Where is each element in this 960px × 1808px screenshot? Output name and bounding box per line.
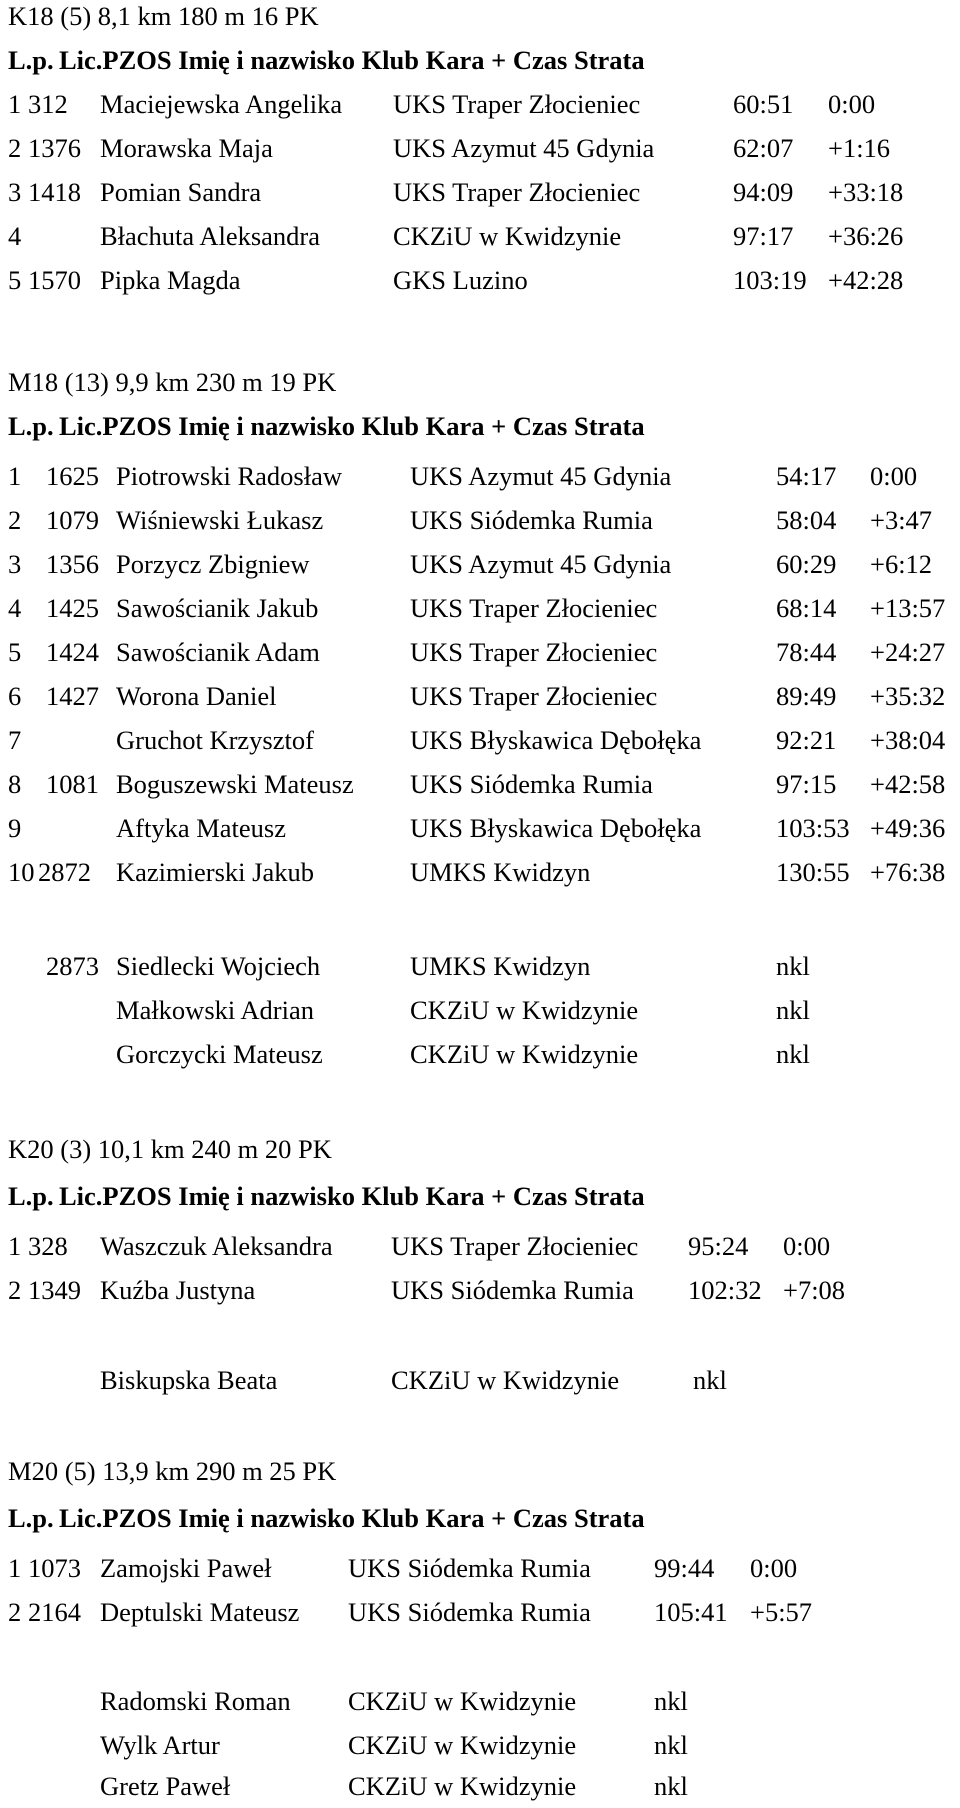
cell-club: UKS Siódemka Rumia <box>410 505 653 535</box>
cell-lp: 1 <box>8 1553 22 1583</box>
cell-club: UKS Traper Złocieniec <box>410 593 658 623</box>
cell-name: Siedlecki Wojciech <box>116 951 321 981</box>
cell-lic: 1349 <box>28 1275 81 1305</box>
category-title: K18 (5) 8,1 km 180 m 16 PK <box>8 1 319 31</box>
cell-time: 54:17 <box>776 461 837 491</box>
cell-club: UMKS Kwidzyn <box>410 857 591 887</box>
cell-name: Wylk Artur <box>100 1730 220 1760</box>
cell-time: 105:41 <box>654 1597 728 1627</box>
cell-time: 92:21 <box>776 725 837 755</box>
cell-name: Małkowski Adrian <box>116 995 314 1025</box>
cell-club: UKS Siódemka Rumia <box>348 1553 591 1583</box>
cell-loss: +13:57 <box>870 593 946 623</box>
cell-lic: 312 <box>28 89 68 119</box>
cell-name: Aftyka Mateusz <box>116 813 286 843</box>
cell-loss: +6:12 <box>870 549 933 579</box>
cell-lic: 1625 <box>46 461 99 491</box>
cell-loss: +35:32 <box>870 681 946 711</box>
cell-club: UKS Siódemka Rumia <box>348 1597 591 1627</box>
cell-loss: +7:08 <box>783 1275 846 1305</box>
cell-name: Porzycz Zbigniew <box>116 549 310 579</box>
header-columns: Lic.PZOS Imię i nazwisko Klub Kara + Czas Strata <box>59 1503 645 1533</box>
cell-time: 60:29 <box>776 549 837 579</box>
cell-lp: 3 <box>8 177 22 207</box>
cell-status: nkl <box>654 1730 688 1760</box>
cell-time: 97:17 <box>733 221 794 251</box>
cell-lp: 5 <box>8 265 22 295</box>
cell-club: CKZiU w Kwidzynie <box>348 1771 577 1801</box>
cell-lp: 10 <box>8 857 35 887</box>
cell-lic: 1356 <box>46 549 99 579</box>
cell-lp: 3 <box>8 549 22 579</box>
cell-lic: 1570 <box>28 265 81 295</box>
cell-lic: 1424 <box>46 637 99 667</box>
cell-club: UKS Azymut 45 Gdynia <box>393 133 655 163</box>
cell-lic: 2872 <box>38 857 91 887</box>
cell-club: CKZiU w Kwidzynie <box>391 1365 620 1395</box>
cell-loss: 0:00 <box>870 461 918 491</box>
cell-lp: 2 <box>8 1597 22 1627</box>
cell-lp: 5 <box>8 637 22 667</box>
cell-name: Błachuta Aleksandra <box>100 221 321 251</box>
cell-name: Worona Daniel <box>116 681 277 711</box>
cell-club: UKS Błyskawica Dębołęka <box>410 725 702 755</box>
cell-club: UKS Traper Złocieniec <box>393 177 641 207</box>
cell-loss: +49:36 <box>870 813 946 843</box>
cell-lp: 1 <box>8 1231 22 1261</box>
cell-club: UKS Traper Złocieniec <box>393 89 641 119</box>
header-columns: Lic.PZOS Imię i nazwisko Klub Kara + Czas Strata <box>59 1181 645 1211</box>
cell-lic: 1081 <box>46 769 99 799</box>
cell-club: UKS Siódemka Rumia <box>391 1275 634 1305</box>
cell-loss: +24:27 <box>870 637 946 667</box>
cell-lp: 6 <box>8 681 22 711</box>
cell-loss: +3:47 <box>870 505 933 535</box>
cell-name: Radomski Roman <box>100 1686 291 1716</box>
cell-lic: 1427 <box>46 681 99 711</box>
cell-club: CKZiU w Kwidzynie <box>348 1730 577 1760</box>
cell-name: Morawska Maja <box>100 133 273 163</box>
cell-time: 89:49 <box>776 681 837 711</box>
cell-time: 99:44 <box>654 1553 715 1583</box>
cell-loss: +5:57 <box>750 1597 813 1627</box>
cell-time: 103:19 <box>733 265 807 295</box>
cell-loss: +76:38 <box>870 857 946 887</box>
cell-status: nkl <box>654 1771 688 1801</box>
cell-time: 102:32 <box>688 1275 762 1305</box>
category-title: M20 (5) 13,9 km 290 m 25 PK <box>8 1456 337 1486</box>
cell-time: 130:55 <box>776 857 850 887</box>
header-lp: L.p. <box>8 1503 54 1533</box>
cell-lic: 1079 <box>46 505 99 535</box>
cell-name: Kuźba Justyna <box>100 1275 256 1305</box>
cell-time: 60:51 <box>733 89 794 119</box>
cell-lp: 1 <box>8 461 22 491</box>
cell-name: Gorczycki Mateusz <box>116 1039 323 1069</box>
cell-lic: 2873 <box>46 951 99 981</box>
cell-lp: 9 <box>8 813 22 843</box>
cell-loss: +36:26 <box>828 221 904 251</box>
cell-loss: +38:04 <box>870 725 946 755</box>
cell-time: 94:09 <box>733 177 794 207</box>
cell-loss: +33:18 <box>828 177 904 207</box>
cell-name: Wiśniewski Łukasz <box>116 505 324 535</box>
cell-lic: 328 <box>28 1231 68 1261</box>
cell-loss: 0:00 <box>828 89 876 119</box>
category-title: K20 (3) 10,1 km 240 m 20 PK <box>8 1134 332 1164</box>
cell-name: Pomian Sandra <box>100 177 262 207</box>
cell-loss: 0:00 <box>750 1553 798 1583</box>
cell-loss: +42:58 <box>870 769 946 799</box>
cell-time: 103:53 <box>776 813 850 843</box>
cell-name: Sawościanik Adam <box>116 637 320 667</box>
cell-lp: 2 <box>8 505 22 535</box>
cell-time: 78:44 <box>776 637 837 667</box>
cell-club: UKS Błyskawica Dębołęka <box>410 813 702 843</box>
cell-status: nkl <box>776 995 810 1025</box>
cell-club: CKZiU w Kwidzynie <box>348 1686 577 1716</box>
cell-loss: 0:00 <box>783 1231 831 1261</box>
header-columns: Lic.PZOS Imię i nazwisko Klub Kara + Czas Strata <box>59 411 645 441</box>
cell-club: UKS Azymut 45 Gdynia <box>410 461 672 491</box>
cell-lic: 2164 <box>28 1597 81 1627</box>
cell-status: nkl <box>693 1365 727 1395</box>
cell-name: Deptulski Mateusz <box>100 1597 300 1627</box>
cell-lp: 4 <box>8 221 22 251</box>
cell-name: Kazimierski Jakub <box>116 857 314 887</box>
cell-lp: 1 <box>8 89 22 119</box>
header-lp: L.p. <box>8 45 54 75</box>
cell-club: CKZiU w Kwidzynie <box>410 995 639 1025</box>
cell-time: 95:24 <box>688 1231 749 1261</box>
cell-club: UKS Traper Złocieniec <box>410 637 658 667</box>
cell-name: Waszczuk Aleksandra <box>100 1231 333 1261</box>
cell-status: nkl <box>776 951 810 981</box>
cell-club: CKZiU w Kwidzynie <box>393 221 622 251</box>
cell-lp: 8 <box>8 769 22 799</box>
cell-name: Boguszewski Mateusz <box>116 769 354 799</box>
category-title: M18 (13) 9,9 km 230 m 19 PK <box>8 367 337 397</box>
cell-lp: 4 <box>8 593 22 623</box>
cell-name: Zamojski Paweł <box>100 1553 272 1583</box>
cell-loss: +42:28 <box>828 265 904 295</box>
cell-status: nkl <box>776 1039 810 1069</box>
cell-name: Maciejewska Angelika <box>100 89 343 119</box>
cell-club: UKS Azymut 45 Gdynia <box>410 549 672 579</box>
cell-lic: 1425 <box>46 593 99 623</box>
cell-lic: 1418 <box>28 177 81 207</box>
cell-lp: 7 <box>8 725 22 755</box>
cell-time: 97:15 <box>776 769 837 799</box>
cell-time: 68:14 <box>776 593 837 623</box>
header-lp: L.p. <box>8 1181 54 1211</box>
cell-name: Gruchot Krzysztof <box>116 725 314 755</box>
cell-name: Biskupska Beata <box>100 1365 278 1395</box>
cell-name: Piotrowski Radosław <box>116 461 342 491</box>
cell-club: CKZiU w Kwidzynie <box>410 1039 639 1069</box>
cell-club: UKS Traper Złocieniec <box>391 1231 639 1261</box>
cell-club: UMKS Kwidzyn <box>410 951 591 981</box>
header-lp: L.p. <box>8 411 54 441</box>
cell-time: 58:04 <box>776 505 837 535</box>
cell-name: Sawościanik Jakub <box>116 593 319 623</box>
cell-club: GKS Luzino <box>393 265 528 295</box>
header-columns: Lic.PZOS Imię i nazwisko Klub Kara + Czas Strata <box>59 45 645 75</box>
cell-lp: 2 <box>8 1275 22 1305</box>
cell-name: Pipka Magda <box>100 265 241 295</box>
cell-loss: +1:16 <box>828 133 891 163</box>
cell-club: UKS Traper Złocieniec <box>410 681 658 711</box>
cell-club: UKS Siódemka Rumia <box>410 769 653 799</box>
cell-lic: 1376 <box>28 133 81 163</box>
cell-status: nkl <box>654 1686 688 1716</box>
cell-name: Gretz Paweł <box>100 1771 231 1801</box>
cell-lp: 2 <box>8 133 22 163</box>
cell-time: 62:07 <box>733 133 794 163</box>
cell-lic: 1073 <box>28 1553 81 1583</box>
